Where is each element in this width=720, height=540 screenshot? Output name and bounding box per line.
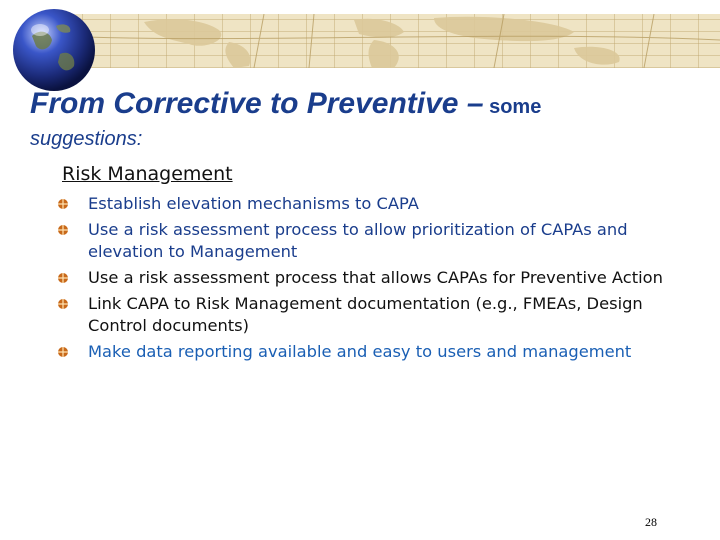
slide-title (30, 84, 690, 127)
diamond-bullet-icon (57, 272, 69, 284)
slide-subtitle: suggestions: (30, 128, 143, 150)
bullet-text: Establish elevation mechanisms to CAPA (88, 194, 419, 213)
section-heading: Risk Management (62, 163, 233, 185)
globe-icon (10, 6, 98, 94)
bullet-text: Make data reporting available and easy to users and management (88, 342, 632, 361)
slide-title-tail: some (483, 96, 542, 118)
bullet-item (56, 219, 686, 263)
bullet-list (56, 193, 686, 367)
slide-title-main: From Corrective to Preventive – (30, 87, 484, 120)
bullet-item (56, 267, 686, 289)
world-map-banner (54, 14, 720, 68)
bullet-item (56, 341, 686, 363)
bullet-item (56, 293, 686, 337)
diamond-bullet-icon (57, 224, 69, 236)
page-number: 28 (645, 515, 657, 529)
bullet-text: Use a risk assessment process that allows CAPAs for Preventive Action (88, 268, 663, 287)
bullet-text: Link CAPA to Risk Management documentation (e.g., FMEAs, Design Control documents) (88, 294, 643, 335)
map-continents (54, 14, 720, 68)
bullet-text: Use a risk assessment process to allow prioritization of CAPAs and elevation to Management (88, 220, 628, 261)
diamond-bullet-icon (57, 298, 69, 310)
bullet-item (56, 193, 686, 215)
diamond-bullet-icon (57, 346, 69, 358)
diamond-bullet-icon (57, 198, 69, 210)
